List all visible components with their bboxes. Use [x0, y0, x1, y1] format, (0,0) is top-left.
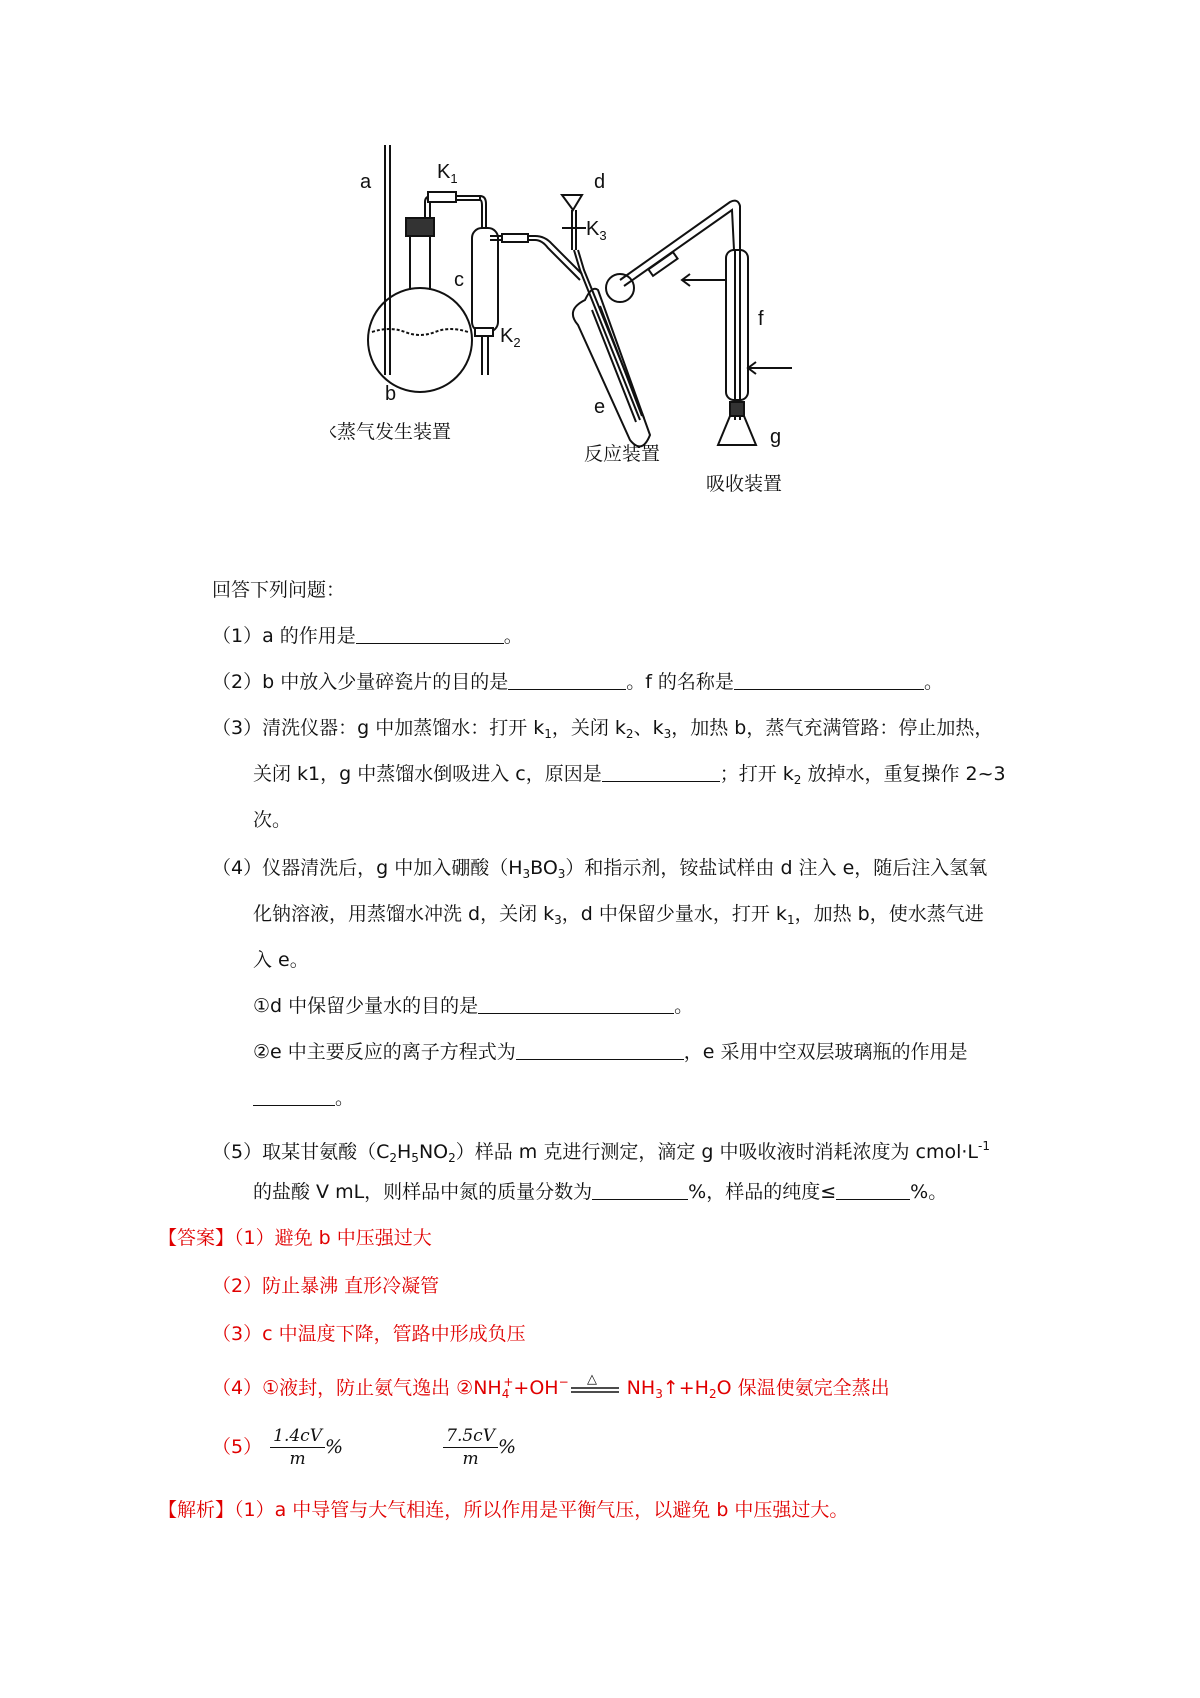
analysis-tag: 【解析】 — [158, 1499, 235, 1521]
condenser-f — [726, 250, 748, 400]
question-2: （2）b 中放入少量碎瓷片的目的是 。f 的名称是 。 — [212, 671, 943, 693]
question-5-line-1: （5）取某甘氨酸$(C_2H_5NO_2)$样品 m 克进行测定，滴定 g 中吸收液时消耗浓度为 $cmol\cdot L^{-1}$ — [212, 1139, 990, 1165]
water-surface — [372, 329, 468, 335]
answer-blank — [516, 1039, 684, 1060]
question-3-line-3: 次。 — [253, 809, 292, 831]
caption-reaction: 反应装置 — [584, 443, 661, 465]
answer-blank — [478, 993, 674, 1014]
flask-neck — [410, 235, 430, 290]
answer-blank — [356, 623, 504, 644]
answer-blank — [734, 669, 924, 690]
apparatus-svg — [330, 140, 890, 540]
caption-absorb: 吸收装置 — [706, 473, 783, 495]
question-4-sub-2: ②e 中主要反应的离子方程式为 ，e 采用中空双层玻璃瓶的作用是 — [253, 1041, 968, 1063]
label-e: e — [594, 396, 606, 418]
answer-blank — [508, 669, 626, 690]
label-f: f — [758, 308, 764, 330]
question-4-line-3: 入 e。 — [253, 949, 309, 971]
answer-blank — [836, 1179, 910, 1200]
question-4-line-1: （4）仪器清洗后，g 中加入硼酸$(H_3BO_3)$和指示剂，铵盐试样由 d 注入 e，随后注入氢氧 — [212, 857, 988, 881]
answer-line-1: 【答案】（1）避免 b 中压强过大 — [158, 1227, 432, 1249]
stopper-g — [730, 402, 744, 416]
label-b: b — [385, 383, 397, 405]
vessel-e-bulb — [606, 274, 634, 302]
question-4-sub-2-cont: 。 — [253, 1084, 354, 1112]
reaction-arrow — [569, 1374, 621, 1394]
valve-k1 — [428, 192, 456, 202]
question-4-line-2: 化钠溶液，用蒸馏水冲洗 d，关闭 $k_3$，d 中保留少量水，打开 $k_1$，加热 b，使水蒸气进 — [253, 903, 984, 927]
apparatus-diagram — [330, 140, 890, 540]
label-k1: $K_1$ — [437, 161, 458, 186]
answer-line-4: （4）①液封，防止氨气逸出 $②NH_4^++OH^-$ △ $NH_3↑+H_2O$ 保温使氨完全蒸出 — [212, 1374, 890, 1401]
question-1: （1）a 的作用是 。 — [212, 625, 523, 647]
fraction-2: $\frac{7.5cV}{m}$ — [443, 1425, 498, 1470]
vessel-e-outer — [573, 289, 650, 447]
coolant-out-arrow — [682, 274, 726, 286]
question-3-line-2: 关闭 k1，g 中蒸馏水倒吸进入 c，原因是 ；打开 $k_2$ 放掉水，重复操作 2~3 — [253, 763, 1006, 787]
joint-c — [502, 234, 528, 242]
answer-line-2: （2）防止暴沸 直形冷凝管 — [212, 1275, 440, 1297]
answer-blank — [602, 761, 720, 782]
answer-tag: 【答案】 — [158, 1227, 235, 1249]
label-g: g — [770, 426, 782, 448]
tube-a — [385, 145, 390, 375]
svg-text:△: △ — [586, 1374, 597, 1387]
stopper — [406, 218, 434, 236]
question-4-sub-1: ①d 中保留少量水的目的是 。 — [253, 995, 694, 1017]
label-k3: $K_3$ — [586, 218, 607, 243]
label-c: c — [454, 269, 464, 291]
condenser-inner — [735, 250, 740, 420]
answer-line-3: （3）c 中温度下降，管路中形成负压 — [212, 1323, 526, 1345]
fraction-1: $\frac{1.4cV}{m}$ — [270, 1425, 325, 1470]
funnel-d — [562, 195, 582, 250]
tube-c-bottom — [482, 332, 488, 375]
tube-c — [472, 228, 498, 332]
question-3-line-1: （3）清洗仪器：g 中加蒸馏水：打开 $k_1$，关闭 $k_2$、$k_3$，加热 b，蒸气充满管路：停止加热， — [212, 717, 994, 741]
answer-blank — [253, 1085, 335, 1106]
answer-line-5: （5） $\frac{1.4cV}{m}$ % $\frac{7.5cV}{m}$ % — [212, 1426, 517, 1469]
caption-steam: 水蒸气发生装置 — [330, 421, 452, 443]
valve-k2 — [475, 328, 493, 336]
label-a: a — [360, 171, 372, 193]
answer-blank — [592, 1179, 688, 1200]
label-k2: $K_2$ — [500, 325, 521, 350]
analysis-line-1: 【解析】（1）a 中导管与大气相连，所以作用是平衡气压，以避免 b 中压强过大。 — [158, 1499, 849, 1521]
flask-b — [368, 288, 472, 392]
question-5-line-2: 的盐酸 V mL，则样品中氮的质量分数为 %，样品的纯度≤ %。 — [253, 1181, 948, 1203]
intro-text: 回答下列问题： — [212, 579, 346, 601]
coolant-in-arrow — [748, 362, 792, 374]
flask-g — [718, 416, 756, 445]
label-d: d — [594, 171, 606, 193]
tube-e-to-f — [620, 201, 740, 286]
